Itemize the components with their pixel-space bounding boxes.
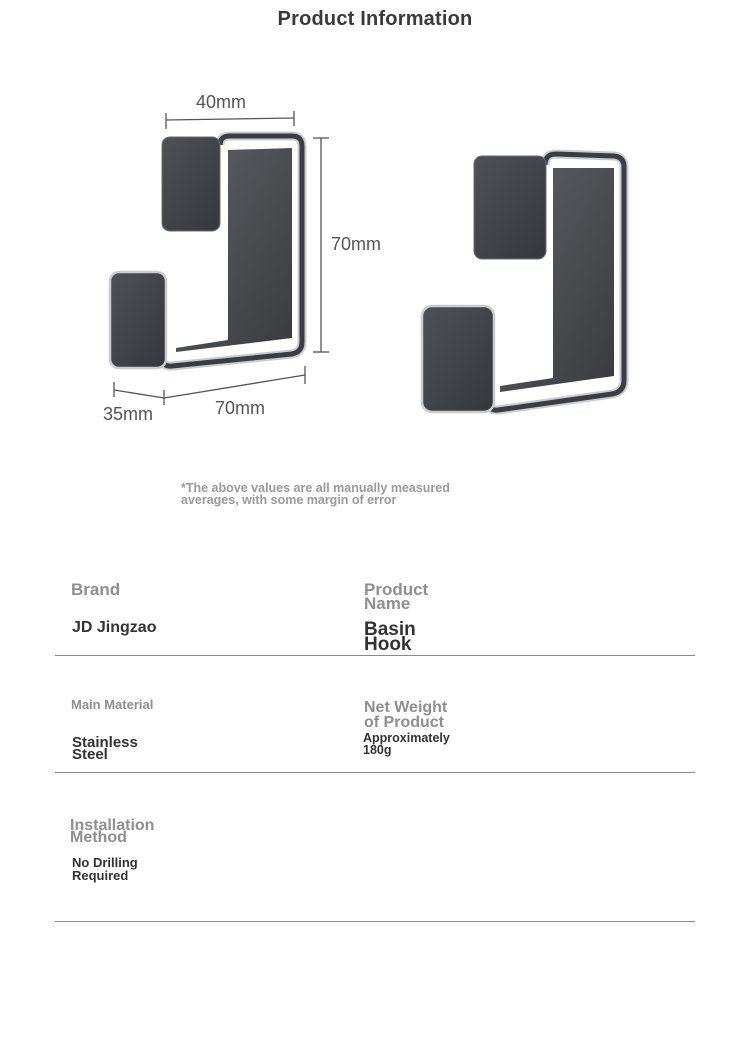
product-diagram (0, 0, 750, 460)
brand-value: JD Jingzao (72, 619, 157, 636)
page-title: Product Information (277, 8, 473, 30)
installation-label: Installation Method (70, 817, 155, 846)
divider-3 (55, 921, 695, 922)
net-weight-value: Approximately 180g (363, 731, 450, 757)
divider-2 (55, 772, 695, 773)
hook-front-view (110, 136, 302, 368)
product-name-value: Basin Hook (364, 619, 416, 655)
hook-angle-view (422, 154, 624, 412)
product-name-label: Product Name (364, 580, 429, 613)
material-value: Stainless Steel (72, 734, 138, 763)
measurement-note: *The above values are all manually measured averages, with some margin of error (181, 481, 450, 507)
dimension-depth: 35mm (103, 404, 154, 424)
dimension-top-width: 40mm (196, 92, 247, 112)
material-label: Main Material (71, 697, 154, 712)
installation-value: No Drilling Required (72, 855, 138, 883)
dimension-height: 70mm (331, 234, 382, 254)
divider-1 (55, 655, 695, 656)
dimension-length: 70mm (215, 398, 266, 418)
net-weight-label: Net Weight of Product (364, 699, 448, 731)
brand-label: Brand (71, 580, 121, 599)
